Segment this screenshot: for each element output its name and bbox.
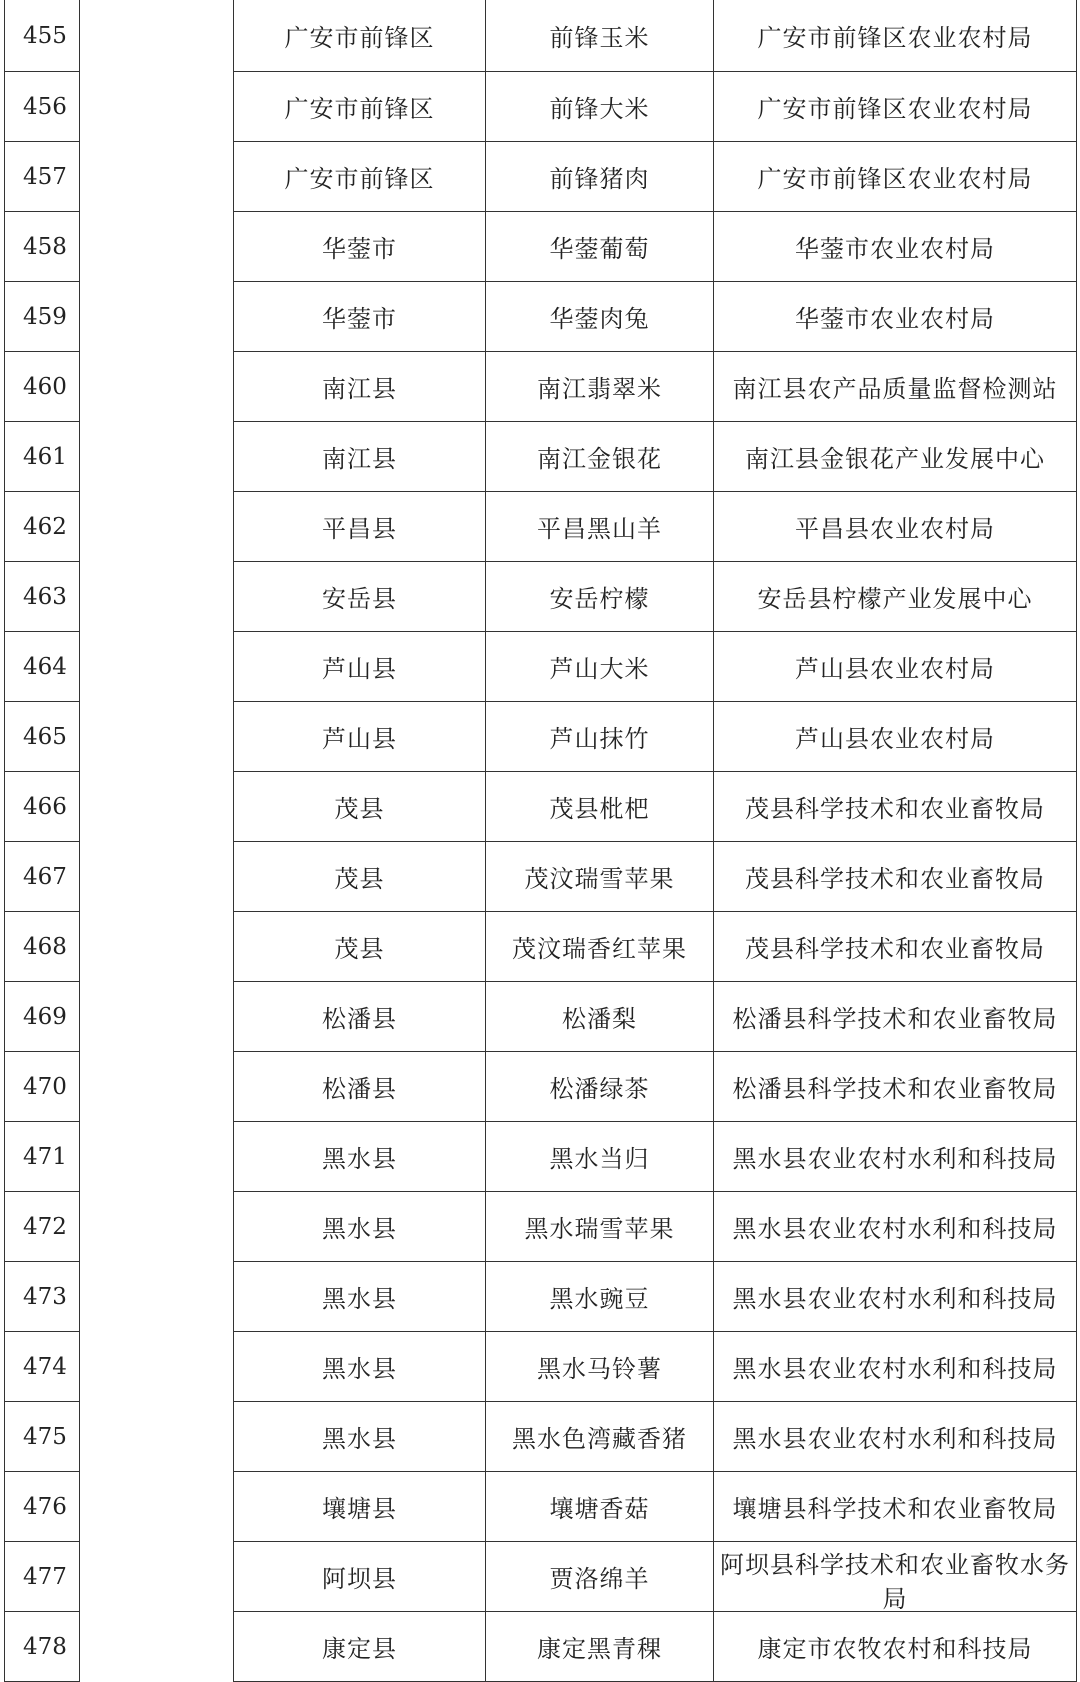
region-cell: 南江县 [234, 422, 486, 492]
row-number-row [5, 0, 80, 72]
row-number-row [5, 492, 80, 562]
region-cell: 华蓥市 [234, 212, 486, 282]
table-row [234, 0, 1077, 72]
row-number-cell: 465 [5, 702, 80, 772]
agency-cell: 黑水县农业农村水利和科技局 [714, 1122, 1077, 1192]
row-number-cell: 460 [5, 352, 80, 422]
region-cell: 华蓥市 [234, 282, 486, 352]
product-cell: 康定黑青稞 [486, 1612, 714, 1682]
table-row [234, 1472, 1077, 1542]
row-number-row [5, 142, 80, 212]
row-number-row [5, 282, 80, 352]
agency-cell: 茂县科学技术和农业畜牧局 [714, 912, 1077, 982]
table-row [234, 842, 1077, 912]
row-number-row [5, 562, 80, 632]
agency-cell: 广安市前锋区农业农村局 [714, 142, 1077, 212]
row-number-cell: 464 [5, 632, 80, 702]
product-cell: 黑水色湾藏香猪 [486, 1402, 714, 1472]
row-number-row [5, 1612, 80, 1682]
agency-cell: 松潘县科学技术和农业畜牧局 [714, 982, 1077, 1052]
region-cell: 黑水县 [234, 1192, 486, 1262]
row-number-row [5, 772, 80, 842]
agency-cell: 平昌县农业农村局 [714, 492, 1077, 562]
table-row [234, 702, 1077, 772]
row-number-row [5, 1262, 80, 1332]
table-row [234, 212, 1077, 282]
row-number-column [4, 0, 80, 1682]
product-cell: 黑水豌豆 [486, 1262, 714, 1332]
row-number-cell: 463 [5, 562, 80, 632]
row-number-cell: 475 [5, 1402, 80, 1472]
agency-cell: 南江县农产品质量监督检测站 [714, 352, 1077, 422]
row-number-row [5, 1122, 80, 1192]
row-number-cell: 469 [5, 982, 80, 1052]
table-row [234, 562, 1077, 632]
row-number-cell: 455 [5, 0, 80, 72]
row-number-cell: 457 [5, 142, 80, 212]
row-number-row [5, 982, 80, 1052]
product-cell: 贾洛绵羊 [486, 1542, 714, 1612]
product-cell: 黑水马铃薯 [486, 1332, 714, 1402]
table-row [234, 1612, 1077, 1682]
region-cell: 茂县 [234, 842, 486, 912]
product-cell: 南江翡翠米 [486, 352, 714, 422]
product-cell: 黑水当归 [486, 1122, 714, 1192]
agency-cell: 黑水县农业农村水利和科技局 [714, 1192, 1077, 1262]
agency-cell: 安岳县柠檬产业发展中心 [714, 562, 1077, 632]
row-number-row [5, 1052, 80, 1122]
product-cell: 黑水瑞雪苹果 [486, 1192, 714, 1262]
agency-cell: 壤塘县科学技术和农业畜牧局 [714, 1472, 1077, 1542]
row-number-row [5, 702, 80, 772]
row-number-cell: 462 [5, 492, 80, 562]
region-cell: 黑水县 [234, 1402, 486, 1472]
row-number-cell: 472 [5, 1192, 80, 1262]
table-row [234, 1262, 1077, 1332]
table-row [234, 772, 1077, 842]
region-cell: 安岳县 [234, 562, 486, 632]
table-row [234, 142, 1077, 212]
row-number-row [5, 1472, 80, 1542]
agency-cell: 华蓥市农业农村局 [714, 282, 1077, 352]
product-cell: 南江金银花 [486, 422, 714, 492]
region-cell: 阿坝县 [234, 1542, 486, 1612]
agency-text: 阿坝县科学技术和农业畜牧水务局 [720, 1551, 1070, 1611]
region-cell: 茂县 [234, 772, 486, 842]
table-row [234, 982, 1077, 1052]
agency-cell: 康定市农牧农村和科技局 [714, 1612, 1077, 1682]
table-row [234, 1052, 1077, 1122]
region-cell: 壤塘县 [234, 1472, 486, 1542]
product-cell: 茂汶瑞香红苹果 [486, 912, 714, 982]
table-row [234, 282, 1077, 352]
product-cell: 安岳柠檬 [486, 562, 714, 632]
agency-cell: 松潘县科学技术和农业畜牧局 [714, 1052, 1077, 1122]
row-number-cell: 477 [5, 1542, 80, 1612]
table-row [234, 1332, 1077, 1402]
region-cell: 广安市前锋区 [234, 142, 486, 212]
agency-cell: 广安市前锋区农业农村局 [714, 72, 1077, 142]
region-cell: 平昌县 [234, 492, 486, 562]
row-number-row [5, 1402, 80, 1472]
row-number-cell: 459 [5, 282, 80, 352]
row-number-cell: 474 [5, 1332, 80, 1402]
row-number-row [5, 632, 80, 702]
row-number-cell: 466 [5, 772, 80, 842]
agency-cell: 茂县科学技术和农业畜牧局 [714, 772, 1077, 842]
product-cell: 松潘梨 [486, 982, 714, 1052]
product-cell: 平昌黑山羊 [486, 492, 714, 562]
table-row [234, 912, 1077, 982]
agency-cell: 广安市前锋区农业农村局 [714, 0, 1077, 72]
row-number-row [5, 212, 80, 282]
product-table [233, 0, 1077, 1682]
region-cell: 康定县 [234, 1612, 486, 1682]
agency-cell: 黑水县农业农村水利和科技局 [714, 1402, 1077, 1472]
table-row [234, 1542, 1077, 1612]
region-cell: 黑水县 [234, 1262, 486, 1332]
region-cell: 芦山县 [234, 632, 486, 702]
row-number-row [5, 912, 80, 982]
product-cell: 华蓥葡萄 [486, 212, 714, 282]
product-cell: 茂县枇杷 [486, 772, 714, 842]
region-cell: 松潘县 [234, 982, 486, 1052]
row-number-cell: 467 [5, 842, 80, 912]
product-cell: 前锋猪肉 [486, 142, 714, 212]
agency-cell: 黑水县农业农村水利和科技局 [714, 1262, 1077, 1332]
row-number-cell: 458 [5, 212, 80, 282]
product-cell: 茂汶瑞雪苹果 [486, 842, 714, 912]
product-cell: 前锋玉米 [486, 0, 714, 72]
row-number-row [5, 1332, 80, 1402]
row-number-cell: 473 [5, 1262, 80, 1332]
row-number-row [5, 842, 80, 912]
product-cell: 芦山大米 [486, 632, 714, 702]
region-cell: 南江县 [234, 352, 486, 422]
row-number-row [5, 352, 80, 422]
row-number-row [5, 422, 80, 492]
region-cell: 茂县 [234, 912, 486, 982]
row-number-cell: 456 [5, 72, 80, 142]
table-row [234, 1402, 1077, 1472]
region-cell: 黑水县 [234, 1122, 486, 1192]
product-cell: 华蓥肉兔 [486, 282, 714, 352]
row-number-row [5, 1192, 80, 1262]
row-number-cell: 461 [5, 422, 80, 492]
region-cell: 松潘县 [234, 1052, 486, 1122]
agency-cell: 芦山县农业农村局 [714, 632, 1077, 702]
region-cell: 黑水县 [234, 1332, 486, 1402]
row-number-cell: 478 [5, 1612, 80, 1682]
region-cell: 广安市前锋区 [234, 0, 486, 72]
agency-cell: 芦山县农业农村局 [714, 702, 1077, 772]
table-row [234, 1192, 1077, 1262]
region-cell: 广安市前锋区 [234, 72, 486, 142]
row-number-cell: 468 [5, 912, 80, 982]
product-cell: 壤塘香菇 [486, 1472, 714, 1542]
agency-cell [714, 1542, 1077, 1612]
table-row [234, 492, 1077, 562]
product-cell: 芦山抹竹 [486, 702, 714, 772]
table-row [234, 352, 1077, 422]
table-row [234, 1122, 1077, 1192]
product-cell: 松潘绿茶 [486, 1052, 714, 1122]
table-row [234, 422, 1077, 492]
row-number-cell: 476 [5, 1472, 80, 1542]
row-number-cell: 470 [5, 1052, 80, 1122]
region-cell: 芦山县 [234, 702, 486, 772]
row-number-row [5, 72, 80, 142]
agency-cell: 茂县科学技术和农业畜牧局 [714, 842, 1077, 912]
row-number-row [5, 1542, 80, 1612]
product-cell: 前锋大米 [486, 72, 714, 142]
table-row [234, 632, 1077, 702]
agency-cell: 华蓥市农业农村局 [714, 212, 1077, 282]
row-number-cell: 471 [5, 1122, 80, 1192]
agency-cell: 黑水县农业农村水利和科技局 [714, 1332, 1077, 1402]
agency-cell: 南江县金银花产业发展中心 [714, 422, 1077, 492]
table-row [234, 72, 1077, 142]
